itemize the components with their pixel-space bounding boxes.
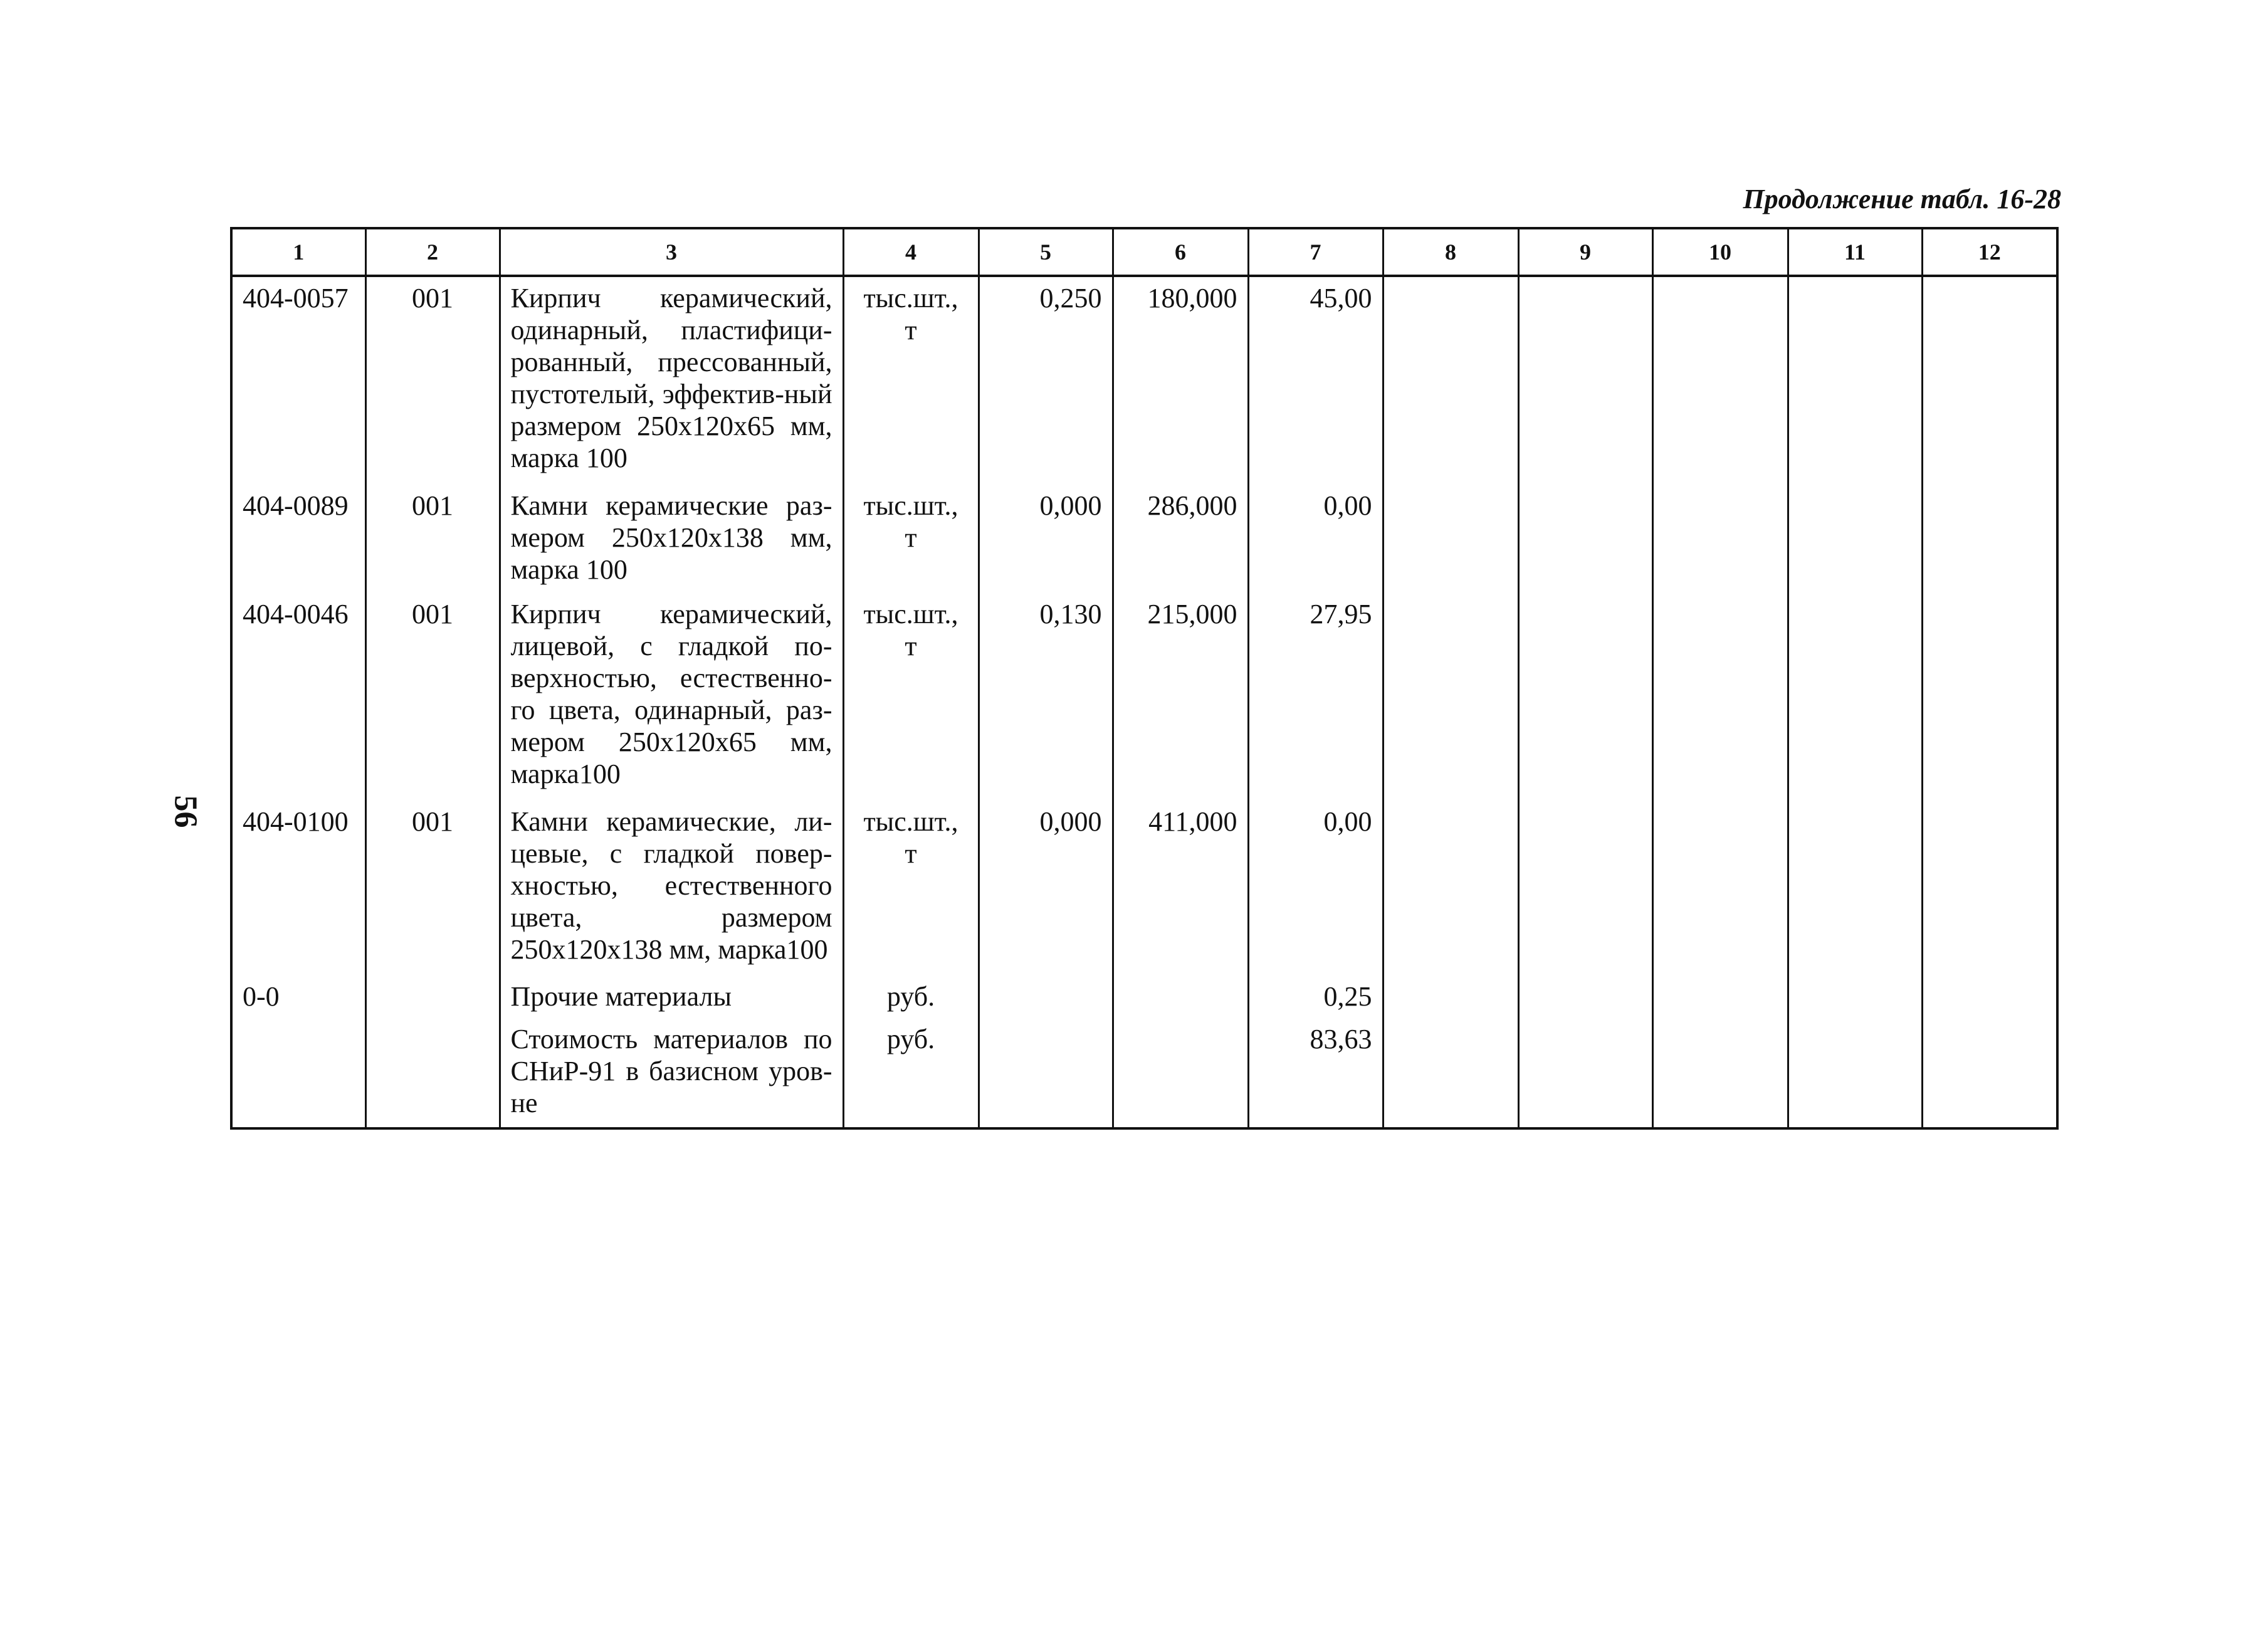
empty-cell (1518, 1018, 1652, 1127)
resource-unit: руб. (843, 975, 979, 1019)
column-header: 7 (1248, 228, 1383, 276)
resource-quantity: 0,000 (979, 801, 1113, 975)
resource-code: 0-0 (231, 975, 365, 1019)
resource-quantity: 0,130 (979, 593, 1113, 801)
resource-name: Кирпич керамический, одинарный, пластифици-рованный, прессованный, пустотелый, эффектив-ный размером 250x120x65 мм, марка 100 (500, 276, 843, 485)
empty-cell (1518, 593, 1652, 801)
empty-cell (1518, 485, 1652, 594)
empty-cell (1652, 593, 1788, 801)
column-header: 1 (231, 228, 365, 276)
resource-cost: 45,00 (1248, 276, 1383, 485)
empty-cell (1383, 801, 1518, 975)
empty-cell (1383, 1018, 1518, 1127)
column-header: 12 (1922, 228, 2057, 276)
empty-cell (1518, 801, 1652, 975)
resource-price: 215,000 (1113, 593, 1248, 801)
column-header: 4 (843, 228, 979, 276)
empty-cell (1922, 485, 2057, 594)
resource-name: Кирпич керамический, лицевой, с гладкой по-верхностью, естественно-го цвета, одинарный, раз-мером 250x120x65 мм, марка100 (500, 593, 843, 801)
resource-subcode: 001 (365, 485, 500, 594)
resource-cost: 0,25 (1248, 975, 1383, 1019)
resource-unit: тыс.шт., т (843, 485, 979, 594)
resource-subcode (365, 1018, 500, 1127)
empty-cell (1922, 593, 2057, 801)
column-header: 9 (1518, 228, 1652, 276)
page-number: 56 (167, 795, 204, 828)
empty-cell (1788, 485, 1922, 594)
column-header: 6 (1113, 228, 1248, 276)
empty-cell (1652, 801, 1788, 975)
empty-cell (1922, 975, 2057, 1019)
resource-unit: руб. (843, 1018, 979, 1127)
table-filler-row (231, 1127, 2057, 1128)
resource-price (1113, 1018, 1248, 1127)
resource-name: Стоимость материалов по СНиР-91 в базисном уров-не (500, 1018, 843, 1127)
empty-cell (1788, 801, 1922, 975)
table-row (231, 801, 2057, 975)
resource-cost: 0,00 (1248, 485, 1383, 594)
resource-quantity: 0,250 (979, 276, 1113, 485)
column-header: 3 (500, 228, 843, 276)
resource-code: 404-0100 (231, 801, 365, 975)
empty-cell (1383, 485, 1518, 594)
header-row (231, 228, 2057, 276)
resource-price (1113, 975, 1248, 1019)
table-row (231, 593, 2057, 801)
resource-code: 404-0046 (231, 593, 365, 801)
resource-subcode: 001 (365, 801, 500, 975)
resource-unit: тыс.шт., т (843, 276, 979, 485)
resource-unit: тыс.шт., т (843, 801, 979, 975)
empty-cell (1518, 276, 1652, 485)
table-row (231, 975, 2057, 1019)
resource-price: 411,000 (1113, 801, 1248, 975)
column-header: 2 (365, 228, 500, 276)
resource-code: 404-0089 (231, 485, 365, 594)
resource-code (231, 1018, 365, 1127)
empty-cell (1652, 1018, 1788, 1127)
empty-cell (1788, 1018, 1922, 1127)
table-row (231, 276, 2057, 485)
resource-name: Камни керамические раз-мером 250x120x138 мм, марка 100 (500, 485, 843, 594)
resource-quantity: 0,000 (979, 485, 1113, 594)
resource-unit: тыс.шт., т (843, 593, 979, 801)
empty-cell (1652, 276, 1788, 485)
resource-quantity (979, 1018, 1113, 1127)
empty-cell (1922, 276, 2057, 485)
empty-cell (1518, 975, 1652, 1019)
resource-subcode: 001 (365, 276, 500, 485)
resource-subcode (365, 975, 500, 1019)
table-caption: Продолжение табл. 16-28 (1743, 184, 2061, 214)
column-header: 5 (979, 228, 1113, 276)
resource-subcode: 001 (365, 593, 500, 801)
resource-price: 286,000 (1113, 485, 1248, 594)
resource-name: Прочие материалы (500, 975, 843, 1019)
resource-code: 404-0057 (231, 276, 365, 485)
column-header: 8 (1383, 228, 1518, 276)
resource-quantity (979, 975, 1113, 1019)
empty-cell (1383, 276, 1518, 485)
empty-cell (1922, 801, 2057, 975)
empty-cell (1922, 1018, 2057, 1127)
materials-table (230, 227, 2059, 1130)
empty-cell (1788, 593, 1922, 801)
resource-cost: 27,95 (1248, 593, 1383, 801)
empty-cell (1652, 485, 1788, 594)
resource-price: 180,000 (1113, 276, 1248, 485)
empty-cell (1788, 276, 1922, 485)
empty-cell (1788, 975, 1922, 1019)
resource-cost: 83,63 (1248, 1018, 1383, 1127)
resource-name: Камни керамические, ли-цевые, с гладкой повер-хностью, естественного цвета, размером 250x120x138 мм, марка100 (500, 801, 843, 975)
table-row (231, 1018, 2057, 1127)
column-header: 10 (1652, 228, 1788, 276)
empty-cell (1383, 593, 1518, 801)
column-header: 11 (1788, 228, 1922, 276)
table-row (231, 485, 2057, 594)
empty-cell (1652, 975, 1788, 1019)
resource-cost: 0,00 (1248, 801, 1383, 975)
empty-cell (1383, 975, 1518, 1019)
